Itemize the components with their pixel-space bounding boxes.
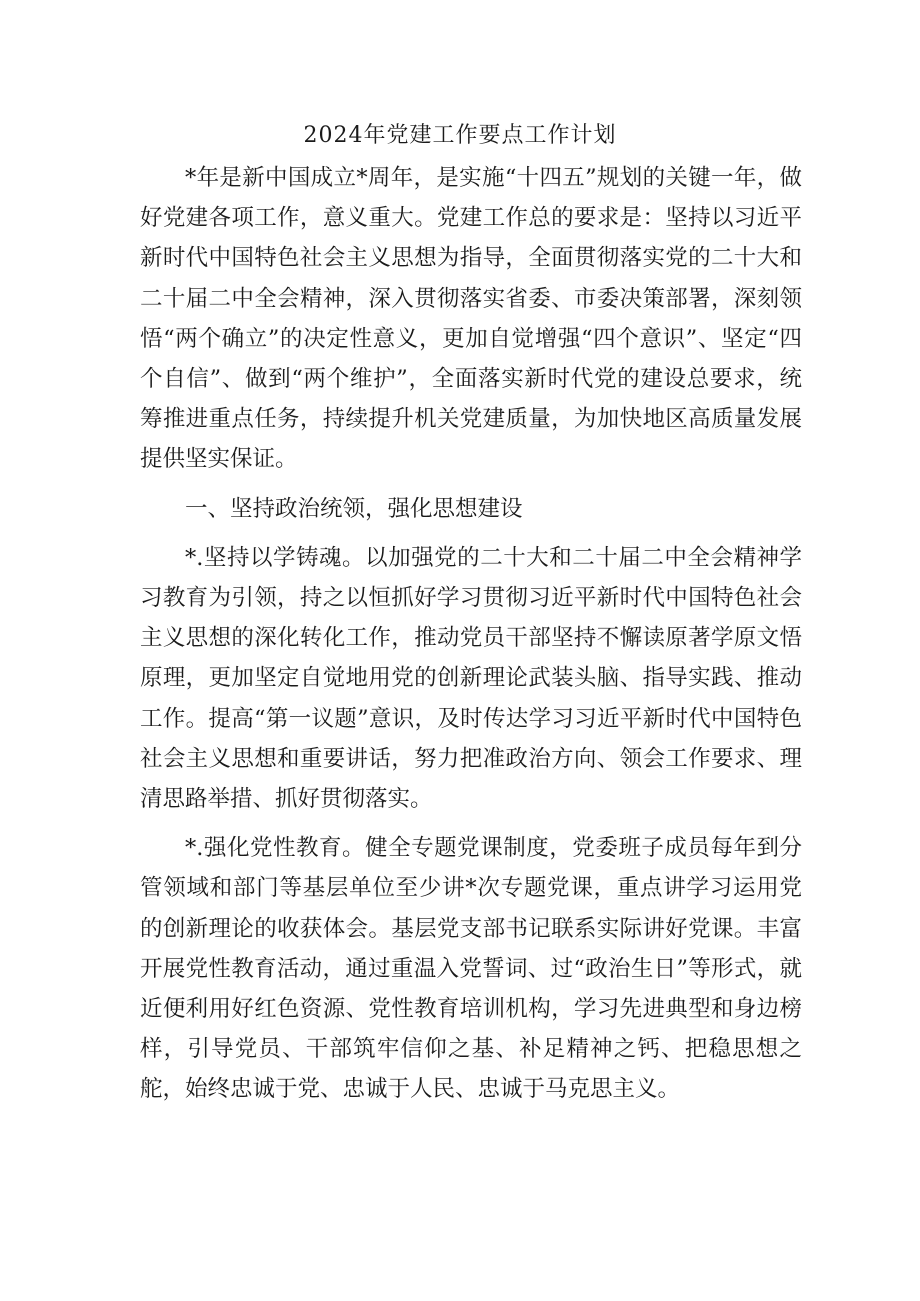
item-paragraph-2: *.强化党性教育。健全专题党课制度，党委班子成员每年到分管领域和部门等基层单位至少讲*次专题党课，重点讲学习运用党的创新理论的收获体会。基层党支部书记联系实际讲好党课。丰富开展党性教育活动，通过重温入党誓词、过“政治生日”等形式，就近便利用好红色资源、党性教育培训机构，学习先进典型和身边榜样，引导党员、干部筑牢信仰之基、补足精神之钙、把稳思想之舵，始终忠诚于党、忠诚于人民、忠诚于马克思主义。 xyxy=(140,835,802,1103)
intro-paragraph: *年是新中国成立*周年，是实施“十四五”规划的关键一年，做好党建各项工作，意义重大。党建工作总的要求是：坚持以习近平新时代中国特色社会主义思想为指导，全面贯彻落实党的二十大和二十届二中全会精神，深入贯彻落实省委、市委决策部署，深刻领悟“两个确立”的决定性意义，更加自觉增强“四个意识”、坚定“四个自信”、做到“两个维护”，全面落实新时代党的建设总要求，统筹推进重点任务，持续提升机关党建质量，为加快地区高质量发展提供坚实保证。 xyxy=(140,165,802,473)
document-title: 2024年党建工作要点工作计划 xyxy=(303,123,617,148)
section-heading-1: 一、坚持政治统领，强化思想建设 xyxy=(185,495,523,522)
item-paragraph-1: *.坚持以学铸魂。以加强党的二十大和二十届二中全会精神学习教育为引领，持之以恒抓好学习贯彻习近平新时代中国特色社会主义思想的深化转化工作，推动党员干部坚持不懈读原著学原文悟原理，更加坚定自觉地用党的创新理论武装头脑、指导实践、推动工作。提高“第一议题”意识，及时传达学习习近平新时代中国特色社会主义思想和重要讲话，努力把准政治方向、领会工作要求、理清思路举措、抓好贯彻落实。 xyxy=(140,544,802,813)
document-body xyxy=(140,158,802,1110)
